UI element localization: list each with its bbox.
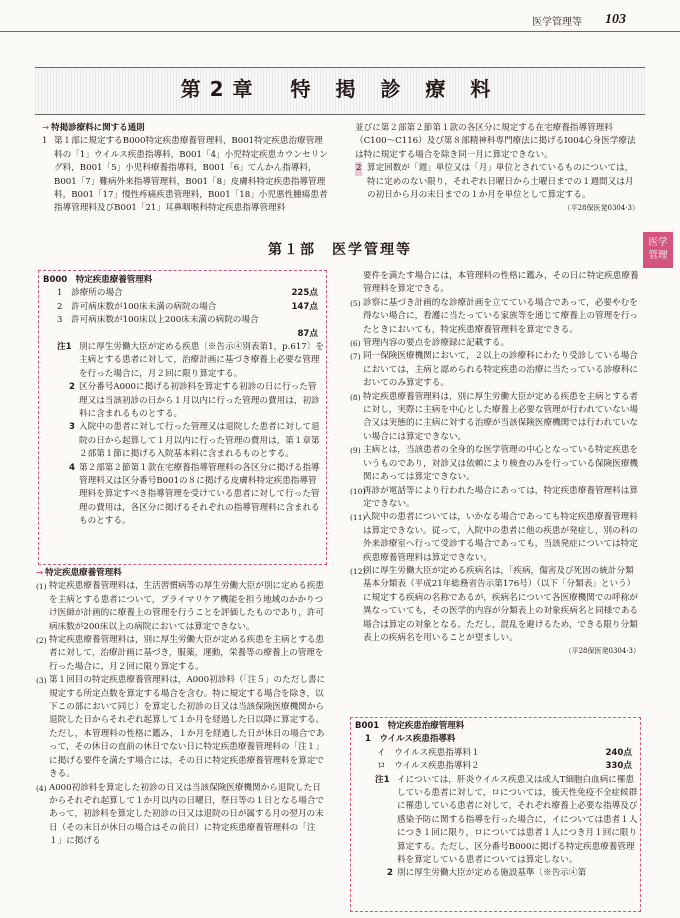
b000-note-3: 3 入院中の患者に対して行った管理又は退院した患者に対して退院の日から起算して１月以内に行った管理の費用は，第１章第２部第１節に掲げる入院基本料に含まれるものとする。 [69,422,320,460]
side-tab-line2: 管理 [648,250,668,261]
rule-item: (3) 第１回目の特定疾患療養管理料は，A000初診料（「注５」のただし書に規定する所定点数を算定する場合を含む。特に規定する場合を除き，以下この部において同じ）を算定した初診の日又は当該保険医療機関から退院した日からそれぞれ起算して１か月を経過した日以降に算定する。ただし，本管理料の性格に鑑み，１か月を経過した日が休日の場合であって，その休日の直前の休日でない日に特定疾患療養管理料の「注１」に掲げる要件を満たす場合には，その日に特定疾患療養管理料を算定できる。 [36,675,326,780]
rule-item: (12) 別に厚生労働大臣が定める疾病名は，「疾病，傷害及び死因の統計分類基本分類表（平成21年総務省告示第176号）（以下「分類表」という）に規定する疾病の名称であるが，疾病名について各医療機関での呼称が異なっていても，その医学的内容が分類表上の対象疾病名と同様である場合は算定の対象となる。ただし，混乱を避けるため，できる限り分類表上の疾病名を用いることが望ましい。 [350,565,639,643]
b000-note-4: 4 第２部第２節第１款在宅療養指導管理料の各区分に掲げる指導管理料又は区分番号B001の８に掲げる皮膚科特定疾患指導管理料を算定すべき指導管理を受けている患者に対して行った管理の費用は，各区分に掲げるそれぞれの指導管理料に含まれるものとする。 [69,462,320,527]
general-rule-1-continued: 並びに第２部第２節第１款の各区分に規定する在宅療養指導管理料（C100～C116）及び第８部精神科専門療法に掲げるI004心身医学療法は特に規定する場合を除き同一月に算定できない。 [355,123,636,160]
rule-item: (8) 特定疾患療養管理料は，別に厚生労働大臣が定める疾患を主病とする者に対し，実際に主病を中心とした療養上必要な管理が行われていない場合又は実態的に主病に対する治療が当該保険医療機関では行われていない場合には算定できない。 [350,391,639,442]
header-rule [0,31,680,32]
b001-note-1: 注1 イについては，肝炎ウイルス疾患又は成人T細胞白血病に罹患している患者に対して，ロについては，後天性免疫不全症候群に罹患している患者に対して，それぞれ療養上必要な指導及び感染予防に関する指導を行った場合に，イについては患者１人につき１回に限り，ロについては患者１人につき月１回に限り算定する。ただし，区分番号B000に掲げる特定疾患療養管理料を算定している患者については算定しない。 [375,774,638,866]
rule-item: (5) 診察に基づき計画的な診療計画を立てている場合であって，必要やむを得ない場合に，看護に当たっている家族等を通じて療養上の管理を行ったときにおいても，特定疾患療養管理料を算定できる。 [350,297,639,335]
b001-subheading: 1 ウイルス疾患指導料 [365,734,456,745]
b000-rules-right [350,270,640,659]
chapter-title: 第2章 特 掲 診 療 料 [180,77,500,101]
b000-rules-left [36,567,328,849]
b001-box [350,717,641,912]
side-tab-line1: 医学 [648,237,668,248]
b001-item: イ ウイルス疾患指導料１ 240点 [377,747,632,758]
general-rules-left [42,122,329,216]
rule-item: (6) 管理内容の要点を診療録に記載する。 [350,338,510,349]
b001-heading: B001 特定疾患治療管理料 [355,721,465,731]
general-rules-right [355,122,639,216]
part-title: 第１部 医学管理等 [268,242,412,258]
b001-note-2: 2 別に厚生労働大臣が定める施設基準〔※告示④第 [387,868,587,879]
general-rules-heading: → 特掲診療料に関する通則 [42,123,145,133]
rule-item: (9) 主病とは，当該患者の全身的な医学管理の中心となっている特定疾患をいうものであり，対診又は依頼により検査のみを行っている保険医療機関にあっては算定できない。 [350,445,639,483]
general-rule-2: 2 算定回数が「週」単位又は「月」単位とされているものについては，特に定めのない限り，それぞれ日曜日から土曜日までの１週間又は月の初日から月の末日までの１か月を単位として算定する。 [356,163,634,201]
b000-item: 3 許可病床数が100床以上200床未満の病院の場合 [57,315,259,326]
b000-note-2: 2 区分番号A000に掲げる初診料を算定する初診の日に行った管理又は当該初診の日から１月以内に行った管理の費用は，初診料に含まれるものとする。 [69,382,320,419]
b000-heading: B000 特定疾患療養管理料 [43,275,153,285]
rule-item: (11) 入院中の患者については，いかなる場合であっても特定疾患療養管理料は算定できない。従って，入院中の患者に他の疾患が発症し，別の科の外来診療室へ行って受診する場合であっても，当該発症については特定疾患療養管理料は算定できない。 [350,512,638,563]
rule-item: (10) 再診が電話等により行われた場合にあっては，特定疾患療養管理料は算定できない。 [350,485,638,509]
b000-item: 2 許可病床数が100床未満の病院の場合 147点 [57,301,318,312]
b000-item-3-points: 87点 [297,328,318,339]
rule-number: 2 [355,162,362,175]
b000-box [38,270,327,565]
rule-item: (2) 特定疾患療養管理料は，別に厚生労働大臣が定める疾患を主病とする患者に対して，治療計画に基づき，服薬，運動，栄養等の療養上の管理を行った場合に，月２回に限り算定する。 [36,635,325,672]
rule-item: (7) 同一保険医療機関において，２以上の診療科にわたり受診している場合においては，主病と認められる特定疾患の治療に当たっている診療科においてのみ算定する。 [350,351,639,389]
source-citation: （平28保医発0304·3） [563,204,639,213]
rule-item: (1) 特定疾患療養管理料は，生活習慣病等の厚生労働大臣が別に定める疾患を主病とする患者について，プライマリケア機能を担う地域のかかりつけ医師が計画的に療養上の管理を行うことを評価したものであり，許可病床数が200床以上の病院においては算定できない。 [36,581,325,632]
general-rule-1: 1 第１部に規定するB000特定疾患療養管理料，B001特定疾患治療管理料の「1」ウイルス疾患指導料，B001「4」小児特定疾患カウンセリング料，B001「5」小児科療養指導料，B001「6」てんかん指導料，B001「7」難病外来指導管理料，B001「8」皮膚科特定疾患指導管理料，B001「17」慢性疼痛疾患管理料，B001「18」小児悪性腫瘍患者指導管理料及びB001「21」耳鼻咽喉科特定疾患指導管理料 [42,136,328,214]
b001-item: ロ ウイルス疾患指導料２ 330点 [377,761,632,772]
rule-number: 1 [42,136,48,147]
b000-item: 1 診療所の場合 225点 [57,288,318,299]
header-section-title: 医学管理等 [532,17,582,28]
b000-note-1: 注1 別に厚生労働大臣が定める疾患〔※告示④別表第1，p.617〕を主病とする患者に対して，治療計画に基づき療養上必要な管理を行った場合に，月２回に限り算定する。 [57,341,324,379]
rule-item: (4) A000初診料を算定した初診の日又は当該保険医療機関から退院した日からそれぞれ起算して１か月以内の日曜日，祭日等の１日となる場合であって，初診料を算定した初診の日又は退院の日が属する月の翌月の末日（その末日が休日の場合はその前日）に特定疾患療養管理料の「注１」に掲げる [36,782,325,847]
page-number: 103 [605,12,626,27]
b000-rules-heading: → 特定疾患療養管理料 [36,568,122,578]
source-citation: （平28保医発0304·3） [564,647,640,656]
rule-4-continued: 要件を満たす場合には，本管理料の性格に鑑み，その日に特定疾患療養管理料を算定できる。 [363,271,639,295]
